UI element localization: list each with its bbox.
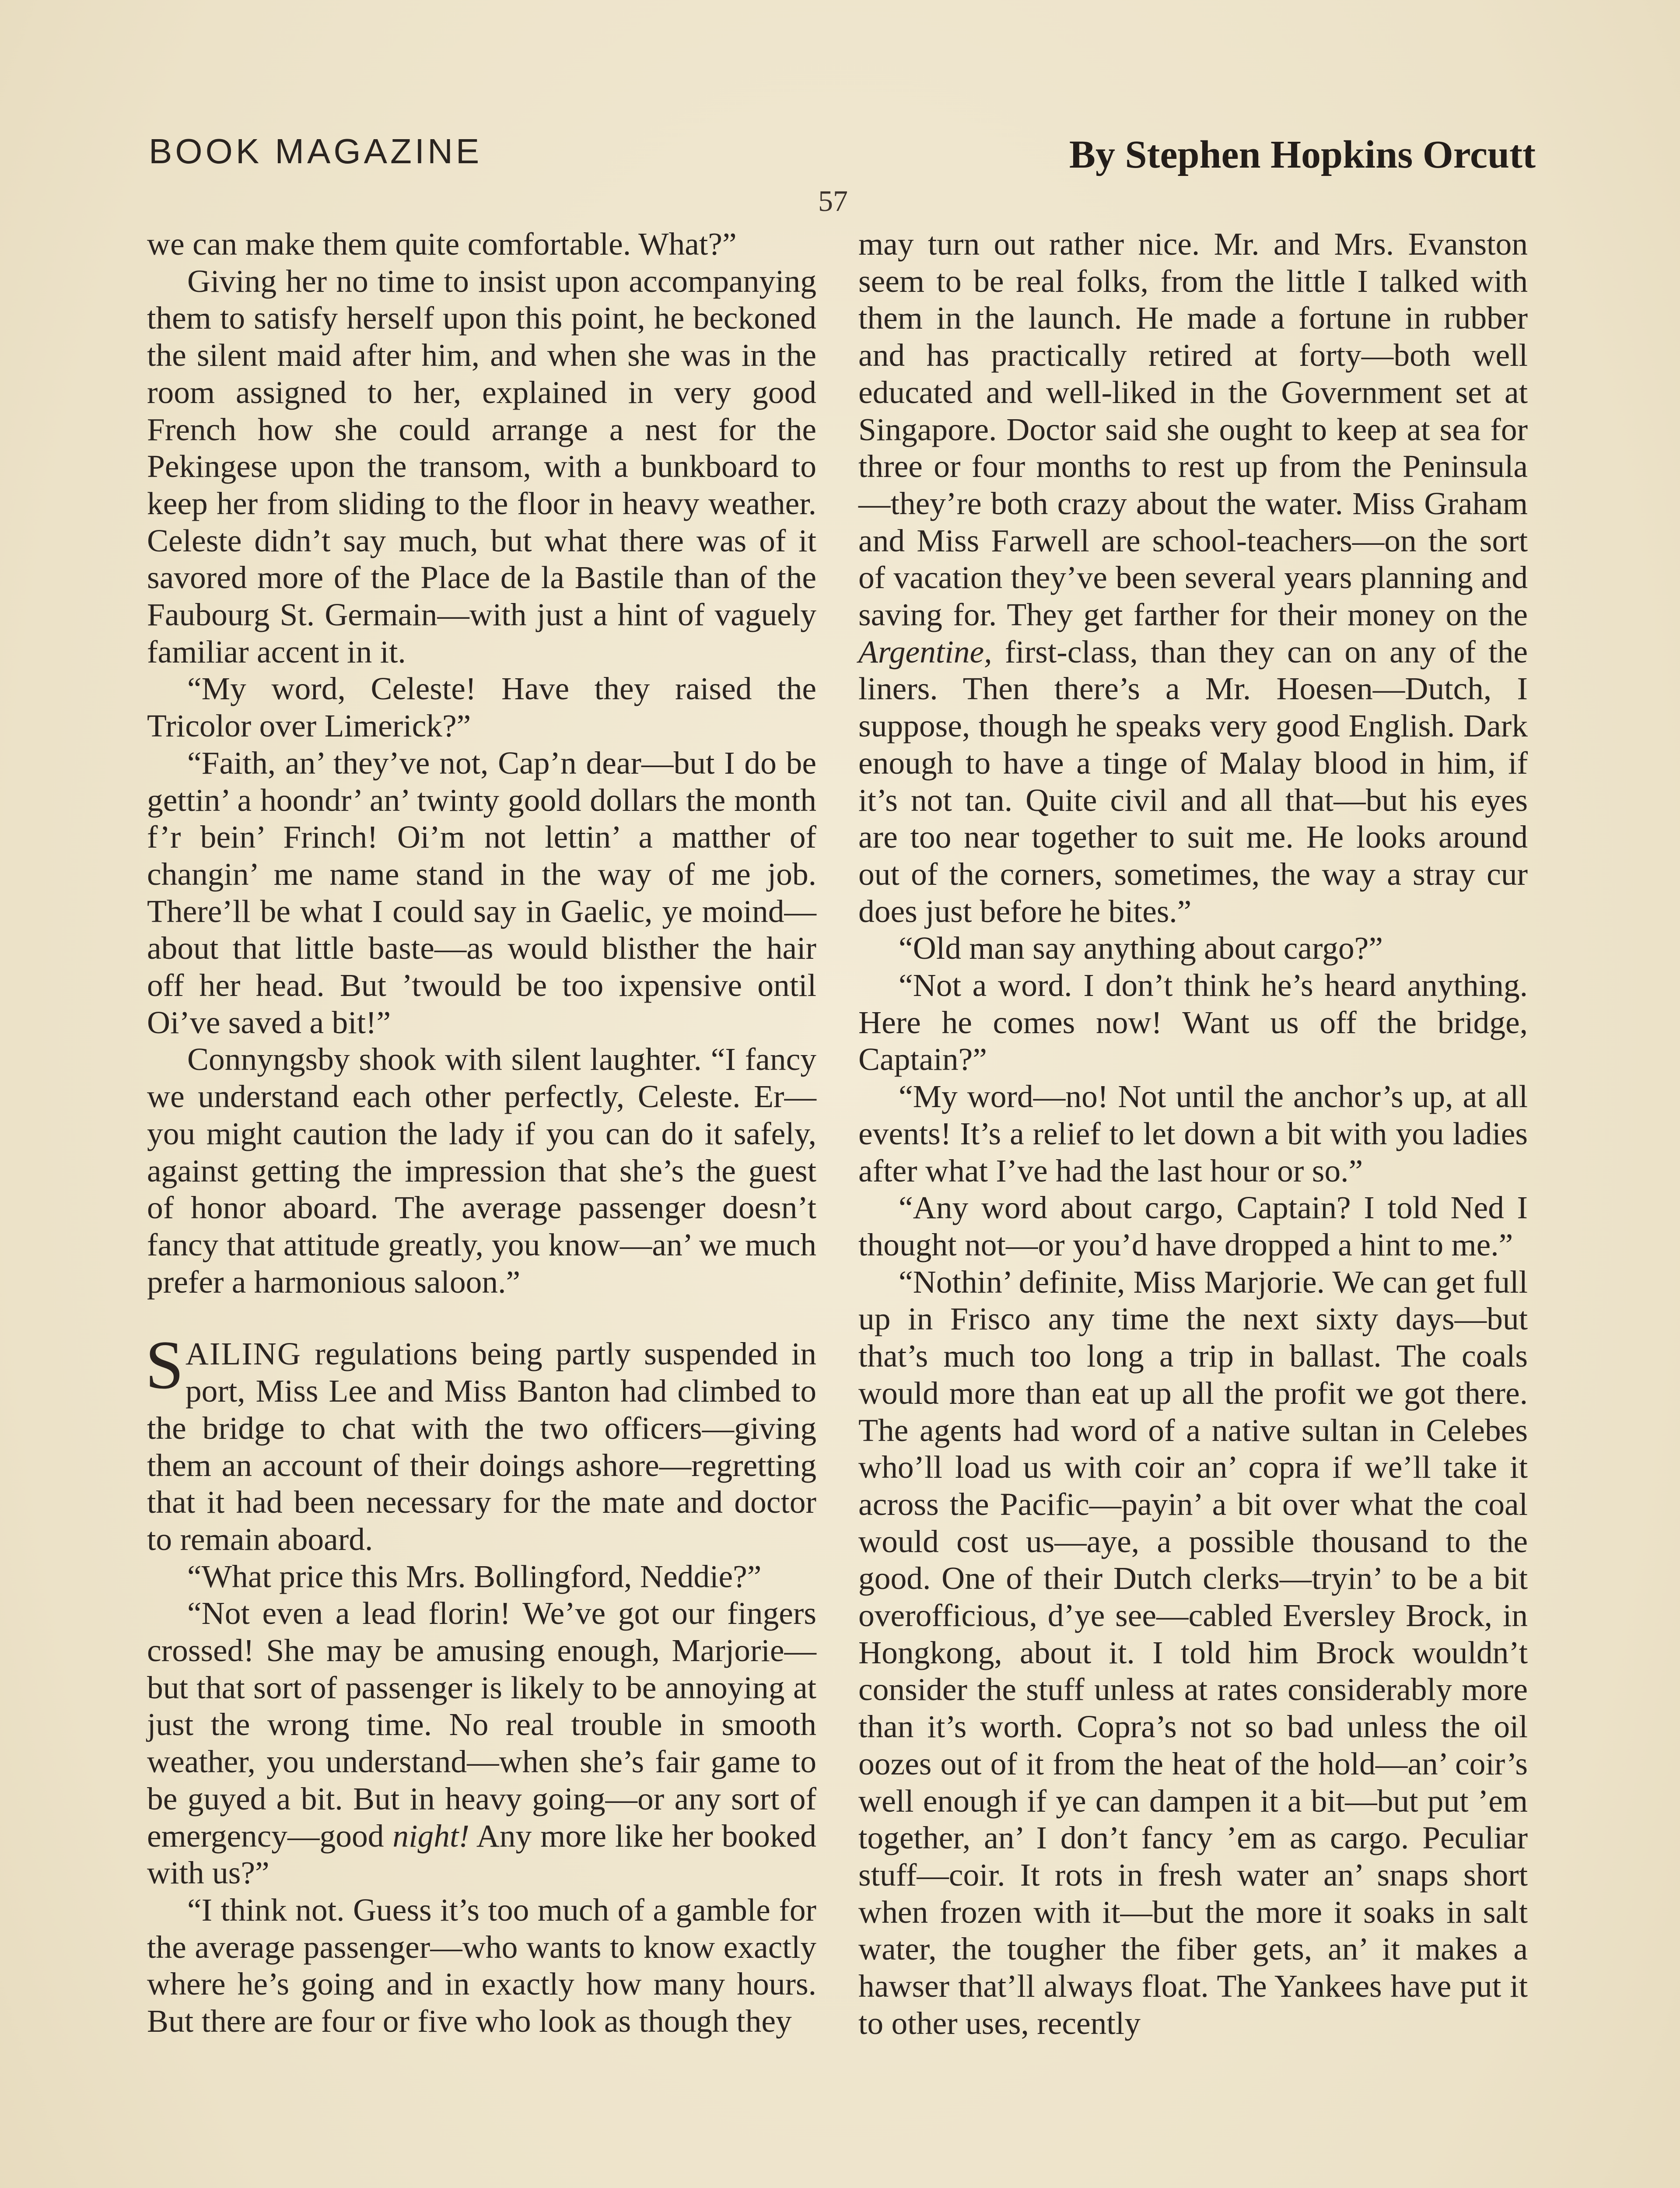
section-opening-paragraph xyxy=(145,1327,816,1558)
paragraph: Giving her no time to insist upon accompanying them to satisfy herself upon this point, he beckoned the silent maid after him, and when she was in the room assigned to her, explained in very good French how she could arrange a nest for the Pekingese upon the transom, with a bunkboard to keep her from sliding to the floor in heavy weather. Celeste didn’t say much, but what there was of it savored more of the Place de la Bastile than of the Faubourg St. Germain—with just a hint of vaguely familiar accent in it. xyxy=(147,263,816,670)
paragraph: “Nothin’ definite, Miss Marjorie. We can get full up in Frisco any time the next sixty days—but that’s much too long a trip in ballast. The coals would more than eat up all the profit we got there. The agents had word of a native sultan in Celebes who’ll load us with coir an’ copra if we’ll take it across the Pacific—payin’ a bit over what the coal would cost us—aye, a possible thousand to the good. One of their Dutch clerks—tryin’ to be a bit overofficious, d’ye see—cabled Eversley Brock, in Hongkong, about it. I told him Brock wouldn’t consider the stuff unless at rates considerably more than it’s worth. Copra’s not so bad unless the oil oozes out of it from the heat of the hold—an’ coir’s well enough if ye can dampen it a bit—but put ’em together, an’ I don’t fancy ’em as cargo. Peculiar stuff—coir. It rots in fresh water an’ snaps short when frozen with it—but the more it soaks in salt water, the tougher the fiber gets, an’ it makes a hawser that’ll always float. The Yankees have put it to other uses, recently xyxy=(858,1264,1528,2041)
paragraph: “What price this Mrs. Bollingford, Neddie?” xyxy=(187,1558,762,1594)
small-caps-word: AILING xyxy=(185,1336,301,1372)
paragraph: we can make them quite comfortable. What?” xyxy=(147,226,737,262)
italic-text: night! xyxy=(392,1818,469,1854)
paragraph: “I think not. Guess it’s too much of a gamble for the average passenger—who wants to know exactly where he’s going and in exactly how many hours. But there are four or five who look as though they xyxy=(147,1892,816,2039)
paragraph: “Old man say anything about cargo?” xyxy=(899,930,1383,966)
right-text-column xyxy=(858,226,1528,2042)
paragraph-text: Any more like her booked with us?” xyxy=(147,1818,816,1891)
paragraph: “My word—no! Not until the anchor’s up, at all events! It’s a relief to let down a bit with you ladies after what I’ve had the last hour or so.” xyxy=(858,1079,1528,1189)
paragraph: “My word, Celeste! Have they raised the Tricolor over Limerick?” xyxy=(147,671,816,744)
paragraph-text: regulations being partly suspended in port, Miss Lee and Miss Banton had climbed to the bridge to chat with the two officers—giving them an account of their doings ashore—regretting that it had been necessary for the mate and doctor to remain aboard. xyxy=(147,1336,816,1557)
author-byline: By Stephen Hopkins Orcutt xyxy=(1069,133,1536,176)
paragraph: “Faith, an’ they’ve not, Cap’n dear—but I do be gettin’ a hoondr’ an’ twinty goold dollars the month f’r bein’ Frinch! Oi’m not lettin’ a matther of changin’ me name stand in the way of me job. There’ll be what I could say in Gaelic, ye moind—about that little baste—as would blisther the hair off her head. But ’twould be too ixpensive ontil Oi’ve saved a bit!” xyxy=(147,745,816,1040)
left-text-column xyxy=(147,226,816,2040)
paragraph xyxy=(147,1595,816,1892)
drop-cap: S xyxy=(145,1327,184,1404)
paragraph: Connyngsby shook with silent laughter. “I fancy we understand each other perfectly, Celeste. Er—you might caution the lady if you can do it safely, against getting the impression that she’s the guest of honor aboard. The average passenger doesn’t fancy that attitude greatly, you know—an’ we much prefer a harmonious saloon.” xyxy=(147,1041,816,1300)
paragraph xyxy=(858,226,1528,930)
paragraph: “Any word about cargo, Captain? I told Ned I thought not—or you’d have dropped a hint to me.” xyxy=(858,1190,1528,1262)
paragraph-text: first-class, than they can on any of the liners. Then there’s a Mr. Hoesen—Dutch, I suppose, though he speaks very good English. Dark enough to have a tinge of Malay blood in him, if it’s not tan. Quite civil and all that—but his eyes are too near together to suit me. He looks around out of the corners, sometimes, the way a stray cur does just before he bites.” xyxy=(858,634,1528,929)
magazine-title: BOOK MAGAZINE xyxy=(149,132,483,171)
paragraph-text: “Not even a lead florin! We’ve got our fingers crossed! She may be amusing enough, Marjorie—but that sort of passenger is likely to be annoying at just the wrong time. No real trouble in smooth weather, you understand—when she’s fair game to be guyed a bit. But in heavy going—or any sort of emergency—good xyxy=(147,1595,816,1854)
section-break xyxy=(147,1301,816,1336)
italic-ship-name: Argentine, xyxy=(858,634,992,670)
paragraph-text: may turn out rather nice. Mr. and Mrs. Evanston seem to be real folks, from the little I talked with them in the launch. He made a fortune in rubber and has practically retired at forty—both well educated and well-liked in the Government set at Singapore. Doctor said she ought to keep at sea for three or four months to rest up from the Peninsula—they’re both crazy about the water. Miss Graham and Miss Farwell are school-teachers—on the sort of vacation they’ve been several years planning and saving for. They get farther for their money on the xyxy=(858,226,1528,633)
paragraph: “Not a word. I don’t think he’s heard anything. Here he comes now! Want us off the bridge, Captain?” xyxy=(858,968,1528,1077)
page-number: 57 xyxy=(818,184,848,217)
